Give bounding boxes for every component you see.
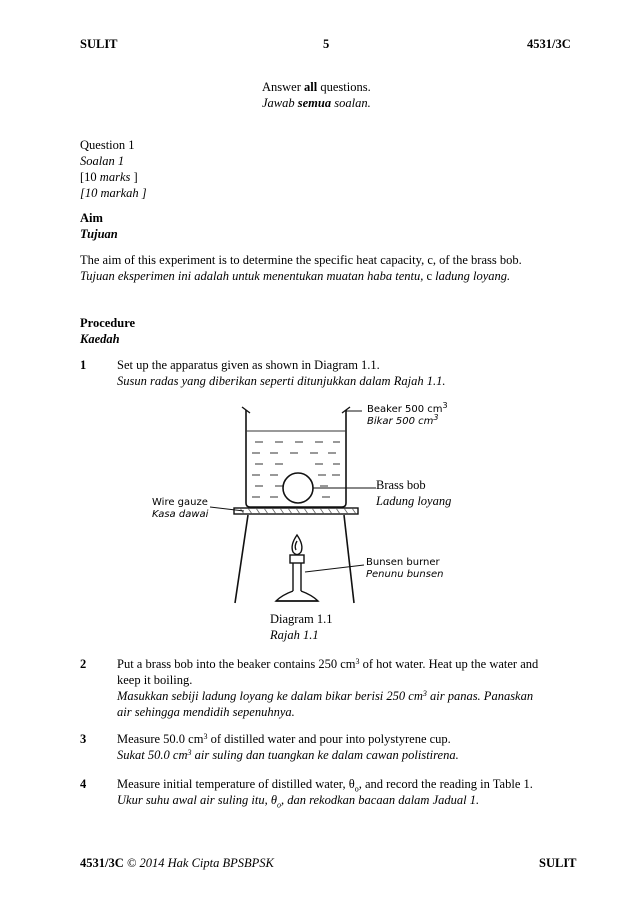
step-1-ms: Susun radas yang diberikan seperti ditunjukkan dalam Rajah 1.1. [117,374,446,388]
marks-ms: [10 markah ] [80,186,147,200]
diagram-caption: Diagram 1.1 [270,612,333,626]
step-2-ms-line2: air sehingga mendidih sepenuhnya. [117,705,295,719]
procedure-heading: Procedure [80,316,136,330]
marks-en: [10 marks ] [80,170,138,184]
step-3-en: Measure 50.0 $cm^3$ of distilled water and pour into polystyrene cup. [117,732,451,746]
question-title-ms: Soalan 1 [80,154,125,168]
step-2-en: Put a brass bob into the beaker contains 250 $cm^3$ of hot water. Heat up the water and [117,657,539,671]
footer-sulit: SULIT [539,856,577,870]
step-1-number: 1 [80,358,87,372]
aim-text-ms: Tujuan eksperimen ini adalah untuk menentukan muatan haba tentu, c ladung loyang. [80,269,511,283]
question-title-en: Question 1 [80,138,135,152]
procedure-heading-ms: Kaedah [80,332,120,346]
tripod-stand [235,515,354,603]
diagram-caption-ms: Rajah 1.1 [270,628,319,642]
aim-heading-ms: Tujuan [80,227,118,241]
step-3-number: 3 [80,732,87,746]
step-4-en: Measure initial temperature of distilled water, $\theta_o$, and record the reading in Table 1. [117,777,533,794]
step-1-en: Set up the apparatus given as shown in Diagram 1.1. [117,358,380,372]
wire-gauze-label: Wire gauze Kasa dawai [152,497,209,520]
aim-heading: Aim [80,211,103,225]
page-number: 5 [323,37,330,51]
bunsen-burner-label: Bunsen burner Penunu bunsen [366,557,444,580]
brass-bob-label-ms: Ladung loyang [376,494,452,508]
footer-copyright: 4531/3C © 2014 Hak Cipta BPSBPSK [80,856,274,870]
aim-text-en: The aim of this experiment is to determine the specific heat capacity, c, of the brass bob. [80,253,522,267]
header-sulit: SULIT [80,37,118,51]
step-2-number: 2 [80,657,87,671]
brass-bob-label: Brass bob [376,478,426,492]
step-4-ms: Ukur suhu awal air suling itu, $\theta_o$, dan rekodkan bacaan dalam Jadual 1. [117,793,480,810]
instruction-ms: Jawab semua soalan. [262,96,371,110]
brass-bob [283,473,313,503]
instruction-en: Answer all questions. [262,80,371,94]
step-2-en-line2: keep it boiling. [117,673,193,687]
beaker-label: Beaker 500 $cm^3$ Bikar 500 $cm^3$ [367,401,448,427]
header-code: 4531/3C [527,37,571,51]
bunsen-burner [276,535,318,601]
step-2-ms: Masukkan sebiji ladung loyang ke dalam bikar berisi 250 $cm^3$ air panas. Panaskan [117,689,534,703]
step-3-ms: Sukat 50.0 $cm^3$ air suling dan tuangkan ke dalam cawan polistirena. [117,748,459,762]
step-4-number: 4 [80,777,87,791]
